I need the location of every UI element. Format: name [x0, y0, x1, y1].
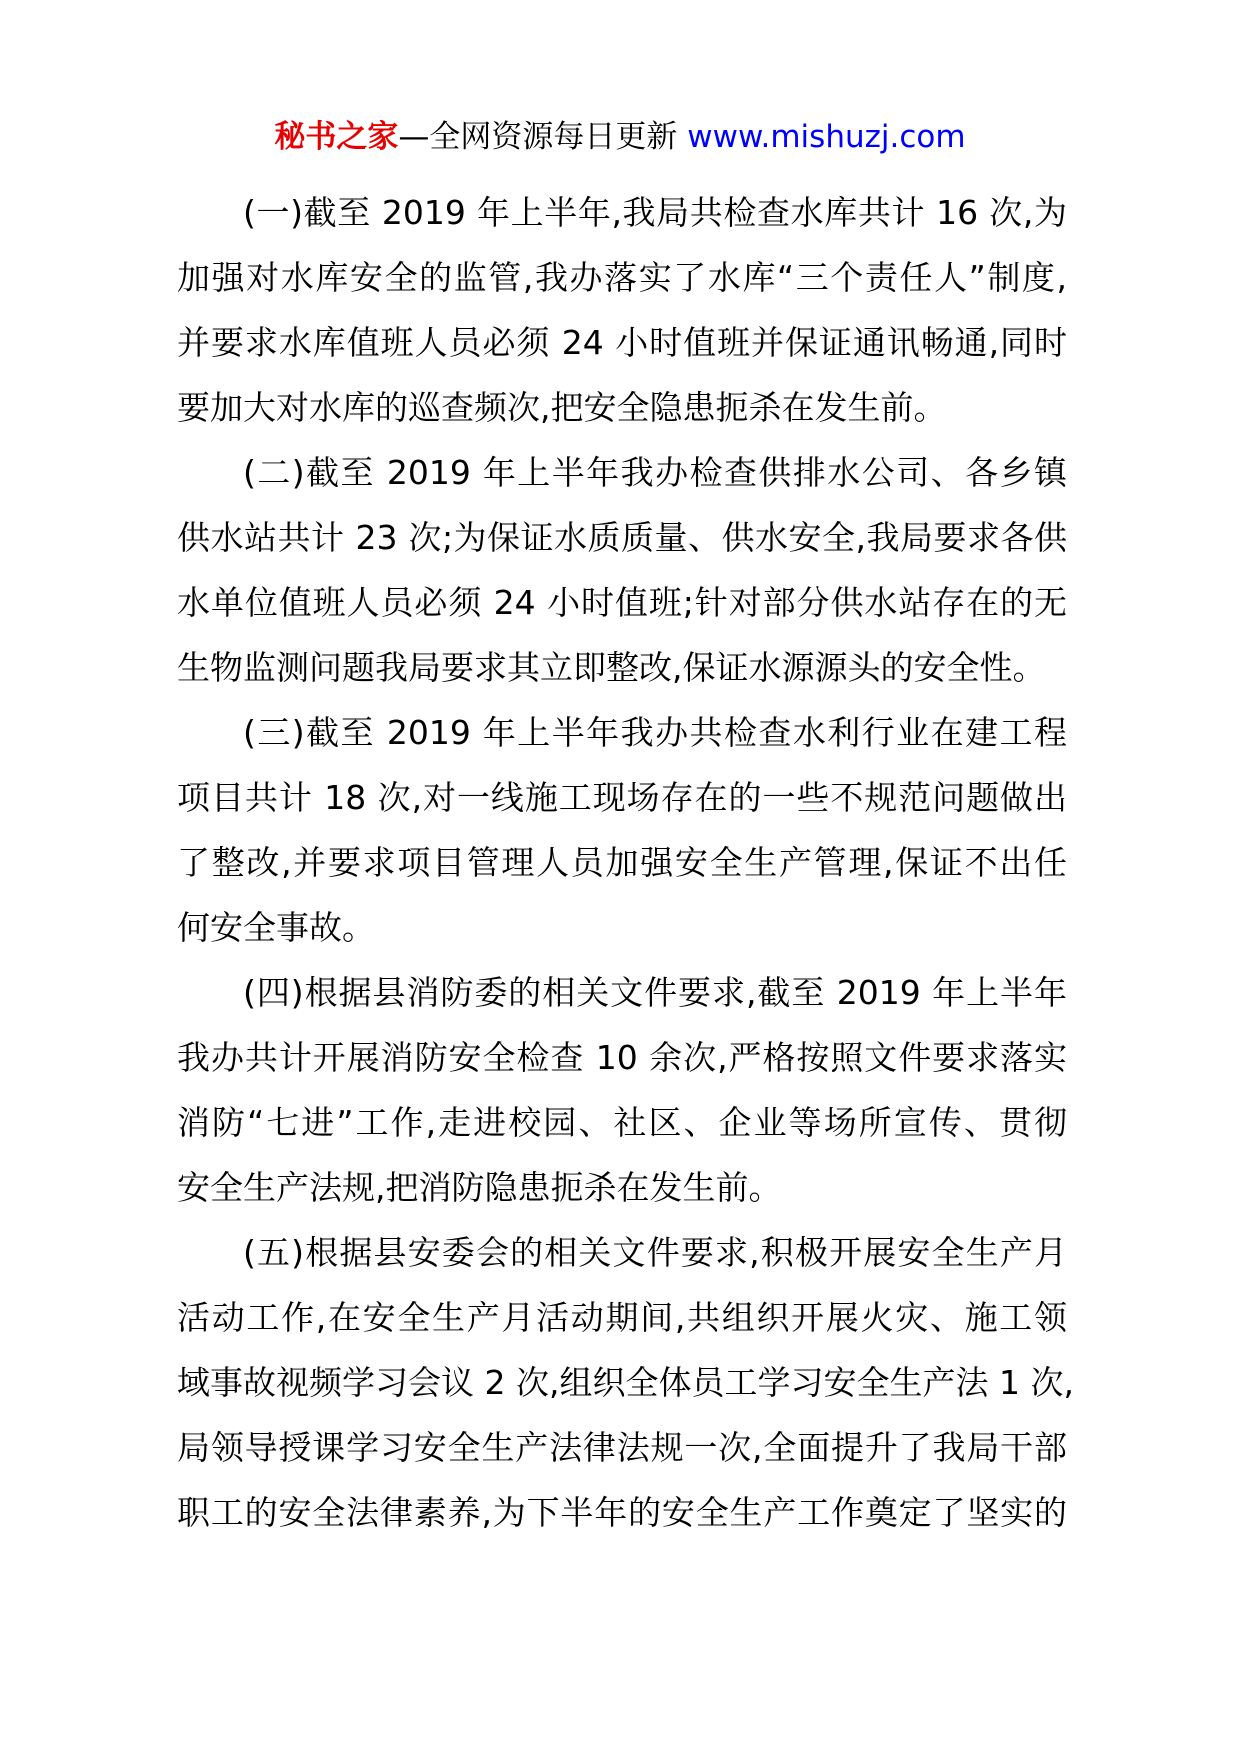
paragraph-1 [177, 180, 1067, 440]
site-tagline: —全网资源每日更新 [398, 119, 688, 155]
paragraph-line: (三)截至 2019 年上半年我办共检查水利行业在建工程 [243, 713, 1067, 752]
paragraph-line: 活动工作,在安全生产月活动期间,共组织开展火灾、施工领 [177, 1298, 1067, 1337]
paragraph-line: (四)根据县消防委的相关文件要求,截至 2019 年上半年 [243, 973, 1067, 1012]
paragraph-line: 我办共计开展消防安全检查 10 余次,严格按照文件要求落实 [177, 1038, 1067, 1077]
paragraph-line: 加强对水库安全的监管,我办落实了水库“三个责任人”制度, [177, 258, 1067, 297]
paragraph-line: 何安全事故。 [177, 908, 375, 947]
paragraph-3 [177, 700, 1067, 960]
paragraph-line: (五)根据县安委会的相关文件要求,积极开展安全生产月 [243, 1233, 1067, 1272]
site-brand: 秘书之家 [274, 119, 399, 155]
paragraph-line: 并要求水库值班人员必须 24 小时值班并保证通讯畅通,同时 [177, 323, 1067, 362]
paragraph-line: 局领导授课学习安全生产法律法规一次,全面提升了我局干部 [177, 1428, 1067, 1467]
paragraph-line: 生物监测问题我局要求其立即整改,保证水源源头的安全性。 [177, 648, 1046, 687]
paragraph-line: 供水站共计 23 次;为保证水质质量、供水安全,我局要求各供 [177, 518, 1067, 557]
paragraph-5 [177, 1220, 1074, 1545]
paragraph-2 [177, 440, 1067, 700]
paragraph-line: 域事故视频学习会议 2 次,组织全体员工学习安全生产法 1 次, [177, 1363, 1074, 1402]
document-body [177, 180, 1074, 1545]
paragraph-line: 水单位值班人员必须 24 小时值班;针对部分供水站存在的无 [177, 583, 1067, 622]
site-header [0, 116, 1240, 158]
site-url: www.mishuzj.com [687, 119, 966, 155]
paragraph-line: 了整改,并要求项目管理人员加强安全生产管理,保证不出任 [177, 843, 1067, 882]
paragraph-4 [177, 960, 1067, 1220]
paragraph-line: 要加大对水库的巡查频次,把安全隐患扼杀在发生前。 [177, 388, 947, 427]
paragraph-line: (二)截至 2019 年上半年我办检查供排水公司、各乡镇 [243, 453, 1067, 492]
paragraph-line: 消防“七进”工作,走进校园、社区、企业等场所宣传、贯彻 [177, 1103, 1067, 1142]
paragraph-line: 安全生产法规,把消防隐患扼杀在发生前。 [177, 1168, 782, 1207]
paragraph-line: 职工的安全法律素养,为下半年的安全生产工作奠定了坚实的 [177, 1493, 1067, 1532]
paragraph-line: 项目共计 18 次,对一线施工现场存在的一些不规范问题做出 [177, 778, 1067, 817]
paragraph-line: (一)截至 2019 年上半年,我局共检查水库共计 16 次,为 [243, 193, 1067, 232]
